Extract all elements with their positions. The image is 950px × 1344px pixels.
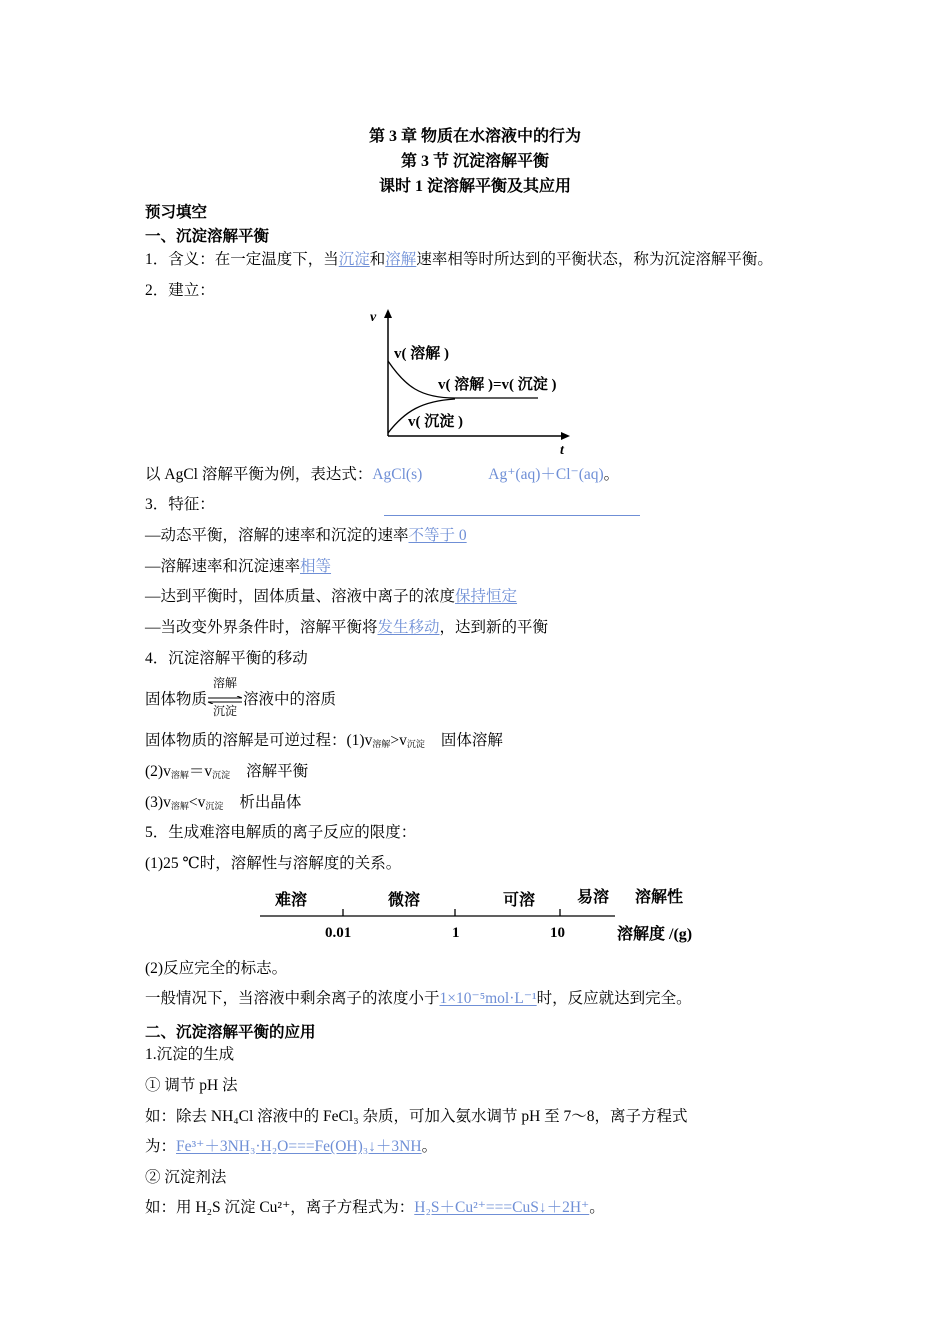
case-2 [145, 762, 308, 785]
example2-end: 。 [589, 1199, 605, 1216]
part1-heading: 一、沉淀溶解平衡 [145, 228, 270, 245]
feature-text: —动态平衡，溶解的速率和沉淀的速率 [145, 527, 409, 544]
agcl-expression [145, 465, 619, 485]
reversible-intro: 固体物质的溶解是可逆过程： [145, 732, 347, 749]
case-result: 固体溶解 [440, 732, 503, 749]
expression-end: 。 [603, 466, 620, 483]
label-insoluble: 难溶 [275, 892, 308, 909]
feature-shift [145, 618, 548, 638]
item1-suffix: 速率相等时所达到的平衡状态，称为沉淀溶解平衡。 [416, 251, 773, 268]
item5-label: 5．生成难溶电解质的离子反应的限度： [145, 824, 417, 841]
example2-answer: H₂S＋Cu²⁺===CuS↓＋2H⁺ [414, 1199, 590, 1216]
case-v: (1)v [346, 732, 373, 749]
case-result: 溶解平衡 [246, 763, 309, 780]
feature-answer: 发生移动 [377, 619, 440, 636]
graph-x-label: t [560, 443, 564, 458]
shift-left: 固体物质 [145, 691, 208, 708]
subscript-dissolve: 溶解 [170, 801, 189, 811]
example2 [145, 1198, 605, 1218]
feature-text: —溶解速率和沉淀速率 [145, 558, 301, 575]
answer-chendian: 沉淀 [338, 251, 370, 268]
example1-end: 。 [421, 1138, 438, 1155]
label-easily-soluble: 易溶 [577, 889, 610, 906]
feature-text: —当改变外界条件时，溶解平衡将 [145, 619, 378, 636]
graph-y-label: v [370, 310, 377, 325]
subscript-precip: 沉淀 [406, 739, 425, 749]
rate-time-graph [360, 306, 580, 462]
arrow-bottom-label: 沉淀 [213, 704, 238, 719]
scale-axis-label: 溶解度 /(g) [617, 926, 693, 943]
feature-answer: 不等于 0 [408, 527, 467, 544]
case-op: >v [390, 732, 407, 749]
case-3 [145, 793, 301, 816]
expression-right: Ag⁺(aq)＋Cl⁻(aq) [488, 466, 604, 483]
item2-label: 2．建立： [145, 282, 215, 299]
arrow-top-label: 溶解 [213, 676, 238, 691]
complete-prefix: 一般情况下，当溶液中剩余离子的浓度小于 [145, 990, 440, 1007]
label-slightly-soluble: 微溶 [388, 892, 421, 909]
item1-mid: 和 [369, 251, 386, 268]
case-op: ＝v [188, 763, 213, 780]
example1-answer: Fe³⁺＋3NH₃·H₂O===Fe(OH)₃↓＋3NH [176, 1138, 422, 1155]
part2-heading: 二、沉淀溶解平衡的应用 [145, 1024, 316, 1041]
label-equal: v( 溶解 )=v( 沉淀 ) [438, 377, 557, 393]
expression-prefix: 以 AgCl 溶解平衡为例，表达式： [145, 466, 373, 483]
dissolution-equilibrium [145, 676, 337, 719]
preview-heading: 预习填空 [145, 204, 208, 221]
feature-equal [145, 557, 331, 577]
case-1 [145, 731, 503, 754]
lesson-title: 课时 1 淀溶解平衡及其应用 [378, 178, 571, 195]
complete-criterion [145, 989, 692, 1009]
subscript-dissolve: 溶解 [372, 739, 391, 749]
example1-line2 [145, 1137, 437, 1157]
reversible-arrow [207, 676, 243, 719]
complete-answer: 1×10⁻⁵mol·L⁻¹ [439, 990, 537, 1007]
item1-definition [145, 250, 773, 270]
chapter-title: 第 3 章 物质在水溶液中的行为 [368, 128, 581, 145]
expression-left: AgCl(s) [372, 466, 423, 483]
feature-answer: 保持恒定 [455, 588, 518, 605]
feature-tail: ，达到新的平衡 [439, 619, 549, 636]
subscript-precip: 沉淀 [205, 801, 224, 811]
subscript-precip: 沉淀 [212, 770, 231, 780]
case-op: <v [188, 794, 206, 811]
item3-label: 3．特征： [145, 496, 215, 513]
feature-answer: 相等 [300, 558, 332, 575]
tick-label-0.01: 0.01 [325, 925, 352, 941]
label-soluble: 可溶 [503, 892, 536, 909]
feature-text: —达到平衡时，固体质量、溶液中离子的浓度 [145, 588, 456, 605]
section-title: 第 3 节 沉淀溶解平衡 [400, 153, 549, 170]
tick-label-10: 10 [550, 925, 565, 941]
x-axis-arrow-icon [561, 432, 570, 440]
item4-label: 4．沉淀溶解平衡的移动 [145, 650, 308, 667]
label-dissolve: v( 溶解 ) [394, 346, 449, 362]
subscript-dissolve: 溶解 [170, 770, 189, 780]
part2-sub1: 1.沉淀的生成 [145, 1046, 235, 1063]
method-ph: ① 调节 pH 法 [145, 1077, 238, 1094]
label-solubility: 溶解性 [635, 889, 684, 906]
feature-dynamic [145, 526, 467, 546]
example1-line1: 如：除去 NH₄Cl 溶液中的 FeCl₃ 杂质，可加入氨水调节 pH 至 7～8，离子方程式 [145, 1108, 688, 1125]
case-result: 析出晶体 [239, 794, 302, 811]
example1-prefix: 为： [145, 1138, 177, 1155]
item5-1-label: (1)25 ℃时，溶解性与溶解度的关系。 [145, 855, 402, 872]
expression-underline [384, 515, 640, 516]
case-v: (3)v [145, 794, 171, 811]
complete-suffix: 时，反应就达到完全。 [536, 990, 692, 1007]
method-precipitant: ② 沉淀剂法 [145, 1169, 227, 1186]
shift-right: 溶液中的溶质 [243, 691, 337, 708]
tick-label-1: 1 [452, 925, 460, 941]
case-v: (2)v [145, 763, 171, 780]
example2-prefix: 如：用 H₂S 沉淀 Cu²⁺，离子方程式为： [145, 1199, 415, 1216]
answer-rongjie: 溶解 [385, 251, 417, 268]
item1-prefix: 1．含义：在一定温度下，当 [145, 251, 339, 268]
feature-constant [145, 587, 517, 607]
solubility-scale [255, 882, 715, 948]
label-precip: v( 沉淀 ) [408, 414, 463, 430]
item5-2-label: (2)反应完全的标志。 [145, 960, 288, 977]
y-axis-arrow-icon [384, 309, 392, 318]
